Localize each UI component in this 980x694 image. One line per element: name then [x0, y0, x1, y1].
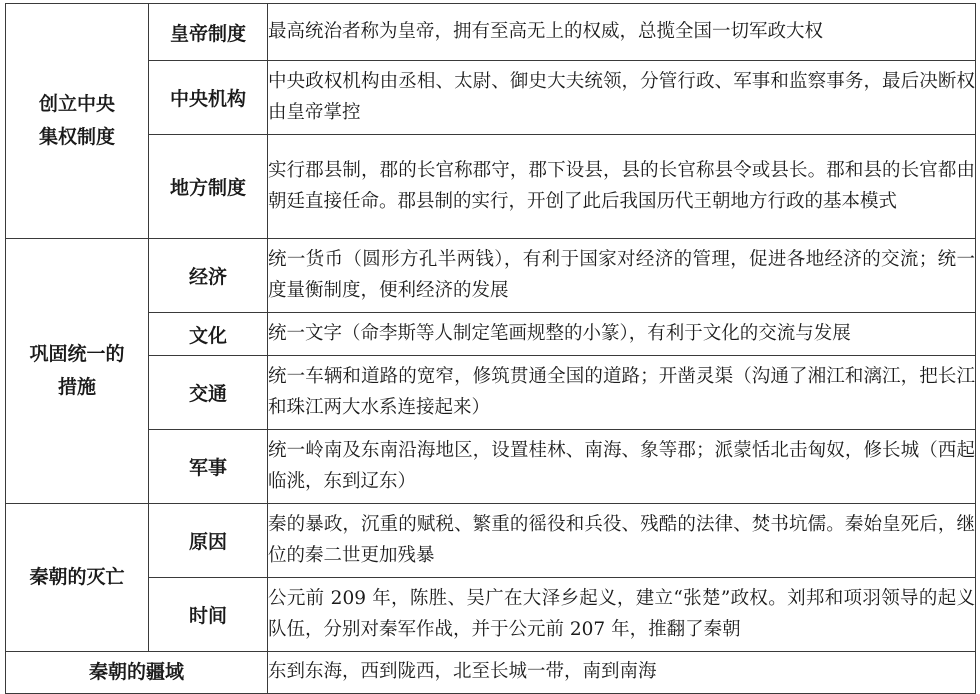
qin-summary-table [5, 3, 976, 694]
item-label: 交通 [149, 356, 268, 430]
item-content: 统一货币（圆形方孔半两钱），有利于国家对经济的管理，促进各地经济的交流；统一度量衡制度，便利经济的发展 [268, 239, 976, 313]
table-row [6, 61, 976, 135]
table-row [6, 578, 976, 652]
category-cell-consolidation [6, 239, 149, 504]
item-content: 最高统治者称为皇帝，拥有至高无上的权威，总揽全国一切军政大权 [268, 4, 976, 61]
item-content: 中央政权机构由丞相、太尉、御史大夫统领，分管行政、军事和监察事务，最后决断权由皇帝掌控 [268, 61, 976, 135]
table-row [6, 652, 976, 694]
item-label: 文化 [149, 313, 268, 356]
item-label: 军事 [149, 430, 268, 504]
table-row [6, 504, 976, 578]
item-content: 公元前 209 年，陈胜、吴广在大泽乡起义，建立“张楚”政权。刘邦和项羽领导的起义队伍，分别对秦军作战，并于公元前 207 年，推翻了秦朝 [268, 578, 976, 652]
category-label-line: 巩固统一的 [29, 343, 125, 365]
item-content: 统一车辆和道路的宽窄，修筑贯通全国的道路；开凿灵渠（沟通了湘江和漓江，把长江和珠江两大水系连接起来） [268, 356, 976, 430]
item-label: 地方制度 [149, 135, 268, 239]
category-label-line: 秦朝的灭亡 [29, 566, 125, 588]
item-content: 秦的暴政，沉重的赋税、繁重的徭役和兵役、残酷的法律、焚书坑儒。秦始皇死后，继位的秦二世更加残暴 [268, 504, 976, 578]
table-row [6, 4, 976, 61]
item-label: 皇帝制度 [149, 4, 268, 61]
category-label-line: 集权制度 [38, 126, 115, 148]
category-cell-fall [6, 504, 149, 652]
category-cell-centralization [6, 4, 149, 239]
territory-content: 东到东海，西到陇西，北至长城一带，南到南海 [268, 652, 976, 694]
table-row [6, 239, 976, 313]
category-label-line: 措施 [57, 376, 96, 398]
item-label: 经济 [149, 239, 268, 313]
territory-label: 秦朝的疆域 [6, 652, 268, 694]
item-content: 实行郡县制，郡的长官称郡守，郡下设县，县的长官称县令或县长。郡和县的长官都由朝廷直接任命。郡县制的实行，开创了此后我国历代王朝地方行政的基本模式 [268, 135, 976, 239]
item-label: 时间 [149, 578, 268, 652]
table-row [6, 135, 976, 239]
item-label: 原因 [149, 504, 268, 578]
item-label: 中央机构 [149, 61, 268, 135]
item-content: 统一文字（命李斯等人制定笔画规整的小篆），有利于文化的交流与发展 [268, 313, 976, 356]
table-row [6, 430, 976, 504]
table-row [6, 356, 976, 430]
item-content: 统一岭南及东南沿海地区，设置桂林、南海、象等郡；派蒙恬北击匈奴，修长城（西起临洮，东到辽东） [268, 430, 976, 504]
category-label-line: 创立中央 [38, 93, 115, 115]
table-row [6, 313, 976, 356]
